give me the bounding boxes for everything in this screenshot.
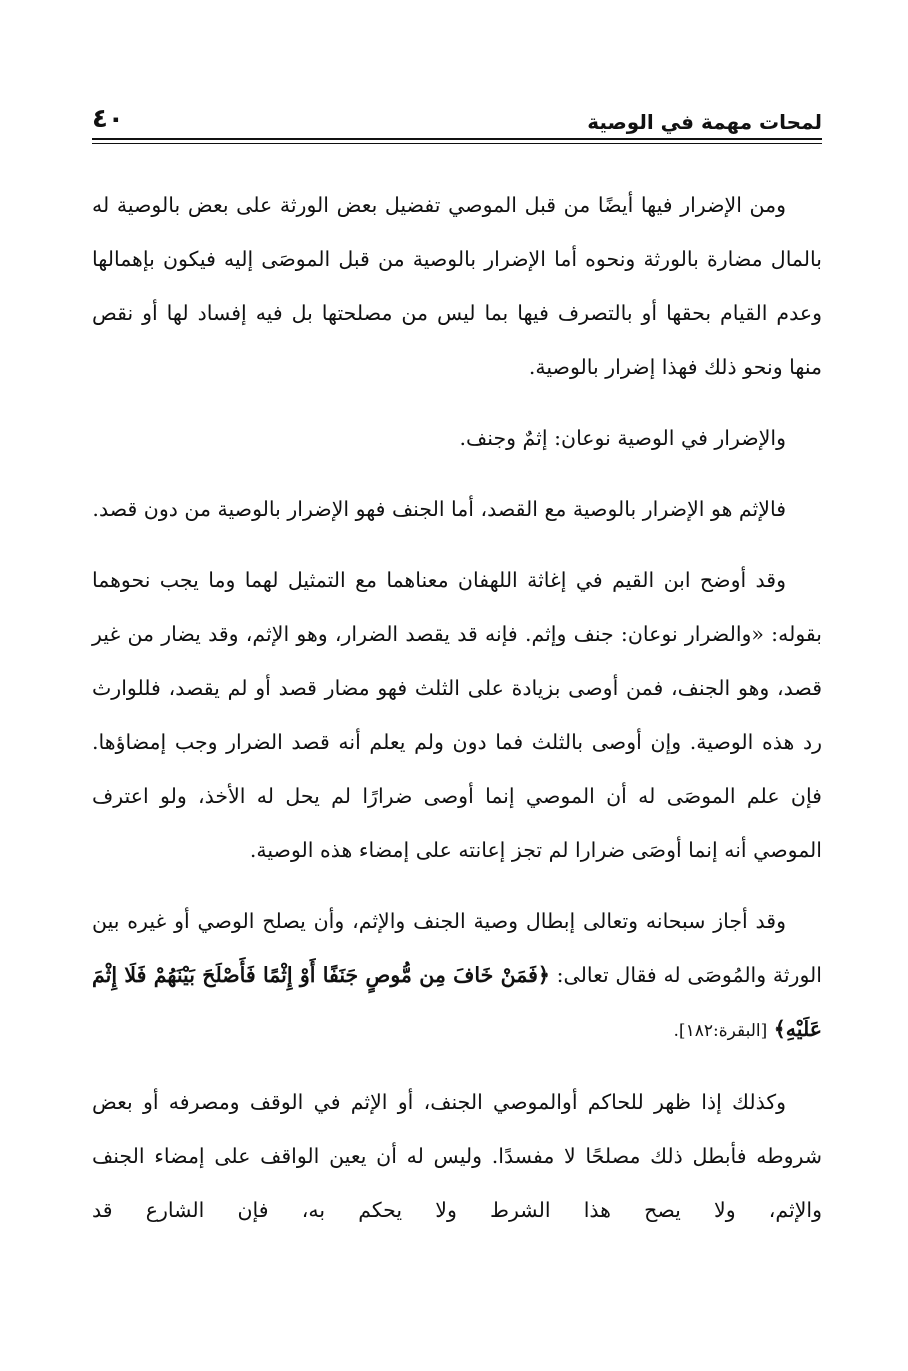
header-rule-thick bbox=[92, 138, 822, 140]
paragraph: ومن الإضرار فيها أيضًا من قبل الموصي تفضيل بعض الورثة على بعض بالوصية له بالمال مضارة بالورثة ونحوه أما الإضرار بالوصية من قبل الموصَى إليه فيكون بإهمالها وعدم القيام بحقها أو بالتصرف فيها بما ليس من مصلحتها بل فيه إفساد لها أو نقص منها ونحو ذلك فهذا إضرار بالوصية. bbox=[92, 193, 822, 379]
paragraph: فالإثم هو الإضرار بالوصية مع القصد، أما الجنف فهو الإضرار بالوصية من دون قصد. bbox=[92, 497, 786, 521]
page-header bbox=[92, 98, 822, 134]
quran-paragraph bbox=[92, 894, 822, 1058]
header-rule-thin bbox=[92, 143, 822, 144]
paragraph: وكذلك إذا ظهر للحاكم أوالموصي الجنف، أو الإثم في الوقف ومصرفه أو بعض شروطه فأبطل ذلك مصلحًا لا مفسدًا. وليس له أن يعين الواقف على إمضاء الجنف والإثم، ولا يصح هذا الشرط ولا يحكم به، فإن الشارع قد bbox=[92, 1090, 822, 1222]
running-title: لمحات مهمة في الوصية bbox=[587, 110, 822, 134]
page-body bbox=[92, 178, 822, 1254]
paragraph: والإضرار في الوصية نوعان: إثمٌ وجنف. bbox=[459, 426, 786, 450]
paragraph: وقد أوضح ابن القيم في إغاثة اللهفان معناهما مع التمثيل لهما وما يجب نحوهما بقوله: «والضرار نوعان: جنف وإثم. فإنه قد يقصد الضرار، وهو الإثم، وقد يضار من غير قصد، وهو الجنف، فمن أوصى بزيادة على الثلث فهو مضار قصد أو لم يقصد، فللوارث رد هذه الوصية. وإن أوصى بالثلث فما دون ولم يعلم أنه قصد الضرار وجب إمضاؤها. فإن علم الموصَى له أن الموصي إنما أوصى ضرارًا لم يحل له الأخذ، ولو اعترف الموصي أنه إنما أوصَى ضرارا لم تجز إعانته على إمضاء هذه الوصية. bbox=[92, 568, 822, 862]
verse-citation: [البقرة:١٨٢]. bbox=[673, 1021, 768, 1041]
quran-intro-text: وقد أجاز سبحانه وتعالى إبطال وصية الجنف والإثم، وأن يصلح الوصي أو غيره بين الورثة والمُوصَى له فقال تعالى: bbox=[92, 909, 822, 987]
page-number: ٤٠ bbox=[92, 104, 124, 134]
quran-verse: ﴿فَمَنْ خَافَ مِن مُّوصٍ جَنَفًا أَوْ إِثْمًا فَأَصْلَحَ بَيْنَهُمْ فَلَا إِثْمَ عَلَيْهِ﴾ bbox=[92, 963, 822, 1041]
